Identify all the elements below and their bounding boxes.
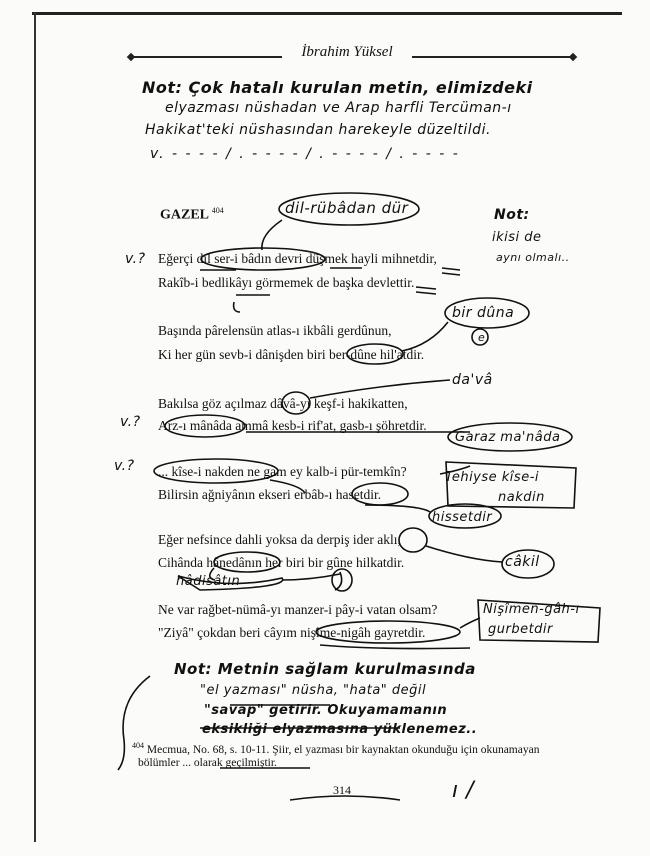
underline-verse-12 xyxy=(320,645,470,649)
gazel-footnote-ref: 404 xyxy=(211,206,224,215)
bottom-note-line-4: eksikliği elyazmasına yüklenemez.. xyxy=(202,722,478,737)
circle-garaz xyxy=(448,423,572,451)
top-note-line-2: elyazması nüshadan ve Arap harfli Tercüman-ı xyxy=(165,100,512,116)
circle-hadisatin xyxy=(178,576,283,590)
arrow-nisime xyxy=(460,618,480,628)
annotation-e-circle: e xyxy=(478,331,486,344)
circle-bir-duna xyxy=(445,298,529,328)
verse-1: Eğerçi dil ser-i bâdın devri düşmek hayli mihnetdir, xyxy=(158,251,437,266)
circle-hissetdir xyxy=(429,504,501,528)
bottom-note-line-2: "el yazması" nüsha, "hata" değil xyxy=(200,683,427,698)
top-note-line-1: Not: Çok hatalı kurulan metin, elimizdeki xyxy=(142,78,533,97)
annotation-gurbetdir: gurbetdir xyxy=(488,622,553,637)
verse-11: Ne var rağbet-nümâ-yı manzer-i pây-i vatan olsam? xyxy=(158,602,438,617)
footnote-number: 404 xyxy=(132,741,144,750)
underline-ne xyxy=(270,480,305,493)
double-mark-2 xyxy=(416,287,436,294)
corner-mark: ı / xyxy=(452,778,475,803)
page-ornament xyxy=(290,796,400,800)
annotation-not-side: Not: xyxy=(494,207,530,223)
annotation-bir-duna: bir dûna xyxy=(452,305,515,321)
verse-5: Bakılsa göz açılmaz dâvâ-yı keşf-i hakikatten, xyxy=(158,396,408,411)
verse-6-mark: v.? xyxy=(120,414,141,430)
verse-6: Arz-ı mânâda ammâ kesb-i rif'at, gasb-ı şöhretdir. xyxy=(158,418,427,433)
circle-akli xyxy=(399,528,427,552)
annotation-nakdin: nakdin xyxy=(498,490,545,505)
circle-cakil xyxy=(502,550,554,578)
meter-pattern: v. - - - - / . - - - - / . - - - - / . - - - - xyxy=(150,146,460,162)
arrow-hasetdir xyxy=(365,505,430,512)
circle-e xyxy=(472,329,488,345)
annotation-cakil: câkil xyxy=(505,554,540,570)
annotation-iki-de: ikisi de xyxy=(492,230,542,245)
annotation-dava: da'vâ xyxy=(452,372,493,388)
circle-hasetdir xyxy=(352,483,408,505)
verse-9: Eğer nefsince dahli yoksa da derpiş ider aklı, xyxy=(158,532,401,547)
circle-kise xyxy=(154,459,278,483)
verse-12: "Ziyâ" çokdan beri câyım nişîme-nigâh gayretdir. xyxy=(158,625,426,640)
arrow-akli xyxy=(426,546,502,562)
verse-3: Başında pârelensün atlas-ı ikbâli gerdûnun, xyxy=(158,323,392,338)
annotation-ayni-olmali: aynı olmalı.. xyxy=(496,251,570,264)
verse-8: Bilirsin ağniyânın ekseri erbâb-ı hasetdir. xyxy=(158,487,382,502)
annotation-hadisatin: hâdisâtın xyxy=(176,574,241,589)
circle-nisime xyxy=(316,621,460,643)
circle-dil-rubadan xyxy=(279,193,419,225)
verse-1-mark: v.? xyxy=(125,251,146,267)
verse-4: Ki her gün sevb-i dânişden biri ber-dûne hil'atdir. xyxy=(158,347,425,362)
verse-7-mark: v.? xyxy=(114,458,135,474)
bracket-bottom-note xyxy=(118,676,150,770)
circle-hanedanin xyxy=(214,552,280,572)
verse-2: Rakîb-i bedlikâyı görmemek de başka devlettir. xyxy=(158,275,415,290)
bottom-note-line-1: Not: Metnin sağlam kurulmasında xyxy=(174,660,476,678)
arrow-ber-dune xyxy=(402,322,448,351)
footnote-line-2: bölümler ... olarak geçilmiştir. xyxy=(138,757,277,769)
circle-dil-ser xyxy=(201,248,325,270)
hook-rakib xyxy=(234,302,240,312)
annotation-hissetdir: hissetdir xyxy=(432,510,493,525)
arrow-dava xyxy=(310,380,450,398)
annotation-dil-rubadan: dil-rübâdan dür xyxy=(285,199,409,217)
box-tehiyse xyxy=(446,462,576,508)
annotation-nisimen: Nişîmen-gâh-ı xyxy=(483,602,580,617)
footnote-text-1: Mecmua, No. 68, s. 10-11. Şiir, el yazması bir kaynaktan okunduğu için okunamayan xyxy=(146,743,540,756)
arrow-dil-rubadan xyxy=(262,220,282,250)
arrow-tehiyse xyxy=(440,466,470,474)
gazel-title-text: GAZEL xyxy=(160,207,209,223)
circle-arz xyxy=(165,415,245,437)
circle-dava xyxy=(282,392,310,414)
bottom-note-line-3: "savap" getirir. Okuyamamanın xyxy=(204,703,448,718)
top-note-line-3: Hakikat'teki nüshasından harekeyle düzeltildi. xyxy=(145,122,491,138)
arrow-hanedanin xyxy=(210,568,215,580)
annotation-tehiyse: Tehiyse kîse-i xyxy=(445,470,539,485)
page-number: 314 xyxy=(333,783,351,797)
verse-10: Cihânda hânedânın her biri bir gûne hilkatdir. xyxy=(158,555,405,570)
page-header-title: İbrahim Yüksel xyxy=(301,44,393,60)
box-nisimen xyxy=(478,600,600,642)
verse-7: ... kîse-i nakden ne gam ey kalb-i pür-temkîn? xyxy=(158,464,407,479)
annotation-garaz: Garaz ma'nâda xyxy=(455,430,561,445)
double-mark-1 xyxy=(442,268,460,275)
circle-ber-dune xyxy=(347,344,403,364)
